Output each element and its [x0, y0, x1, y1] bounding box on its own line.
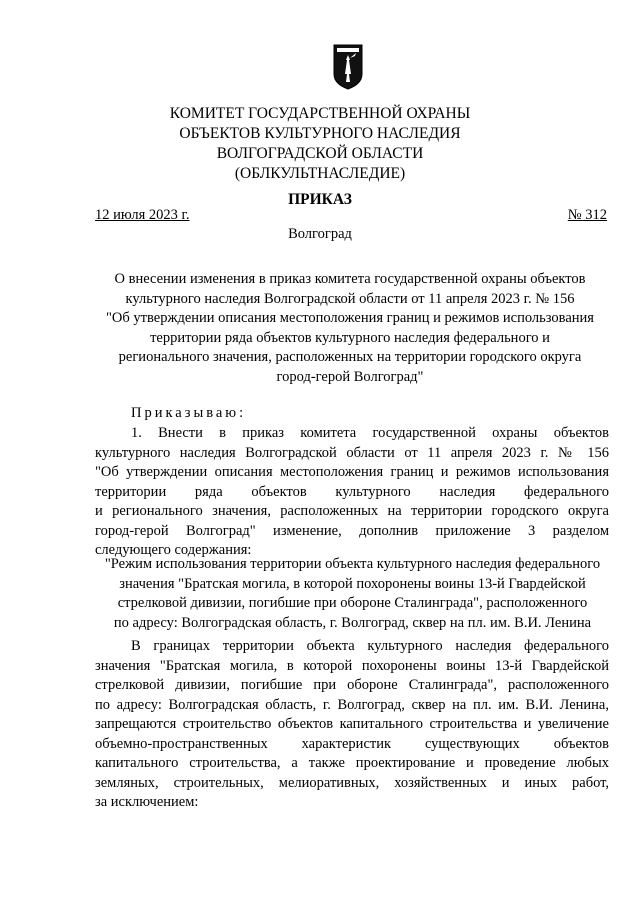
subject-line: регионального значения, расположенных на территории городского округа	[118, 349, 582, 365]
item1-line: и регионального значения, расположенных на территории городского округа	[95, 503, 609, 519]
coat-of-arms-emblem	[333, 44, 363, 90]
item1-line: "Об утверждении описания местоположения границ и режимов использования	[95, 464, 609, 480]
subject-line: культурного наследия Волгоградской области от 11 апреля 2023 г. № 156	[125, 290, 575, 307]
section-title-line: стрелковой дивизии, погибшие при обороне Сталинграда", расположенного	[117, 595, 588, 611]
item1-line: следующего содержания:	[95, 542, 252, 558]
subject-line: территории ряда объектов культурного наследия федерального и	[150, 329, 550, 346]
section-title-line: "Режим использования территории объекта культурного наследия федерального	[104, 556, 601, 572]
body-line: по адресу: Волгоградская область, г. Волгоград, сквер на пл. им. В.И. Ленина,	[95, 696, 609, 713]
document-type: ПРИКАЗ	[288, 191, 352, 208]
document-date: 12 июля 2023 г.	[95, 207, 190, 223]
order-word: Приказываю:	[131, 405, 247, 421]
organization-name	[0, 104, 640, 184]
body-line: стрелковой дивизии, погибшие при обороне Сталинграда", расположенного	[95, 677, 609, 693]
subject-line: "Об утверждении описания местоположения границ и режимов использования	[106, 310, 594, 326]
section-title-line: по адресу: Волгоградская область, г. Волгоград, сквер на пл. им. В.И. Ленина	[113, 614, 592, 631]
subject-line: О внесении изменения в приказ комитета государственной охраны объектов	[114, 271, 586, 287]
item-1-paragraph	[95, 424, 609, 561]
item1-line: 1. Внести в приказ комитета государственной охраны объектов	[131, 425, 609, 441]
body-line: объемно-пространственных характеристик существующих объектов	[95, 735, 609, 752]
item1-line: город-герой Волгоград" изменение, дополнив приложение 3 разделом	[95, 522, 609, 539]
section-title	[80, 555, 625, 633]
body-line: земляных, строительных, мелиоративных, хозяйственных и иных работ,	[95, 774, 609, 791]
item1-line: культурного наследия Волгоградской области от 11 апреля 2023 г. № 156	[95, 444, 609, 461]
document-number: № 312	[567, 207, 607, 223]
body-line: запрещаются строительство объектов капитального строительства и увеличение	[95, 716, 609, 732]
body-line: капитального строительства, а также проектирование и проведение любых	[95, 755, 609, 771]
org-line: КОМИТЕТ ГОСУДАРСТВЕННОЙ ОХРАНЫ	[169, 105, 471, 122]
org-line: (ОБЛКУЛЬТНАСЛЕДИЕ)	[234, 165, 406, 182]
org-line: ВОЛГОГРАДСКОЙ ОБЛАСТИ	[216, 145, 424, 162]
document-city: Волгоград	[288, 226, 352, 242]
body-line: значения "Братская могила, в которой похоронены воины 13-й Гвардейской	[95, 657, 609, 674]
document-subject	[60, 270, 640, 387]
org-line: ОБЪЕКТОВ КУЛЬТУРНОГО НАСЛЕДИЯ	[179, 125, 461, 142]
body-line: В границах территории объекта культурного наследия федерального	[131, 638, 609, 654]
body-line: за исключением:	[95, 794, 199, 810]
item1-line: территории ряда объектов культурного наследия федерального	[95, 483, 609, 500]
section-title-line: значения "Братская могила, в которой похоронены воины 13-й Гвардейской	[119, 575, 586, 592]
body-paragraph	[95, 637, 609, 813]
subject-line: город-герой Волгоград"	[276, 368, 424, 385]
